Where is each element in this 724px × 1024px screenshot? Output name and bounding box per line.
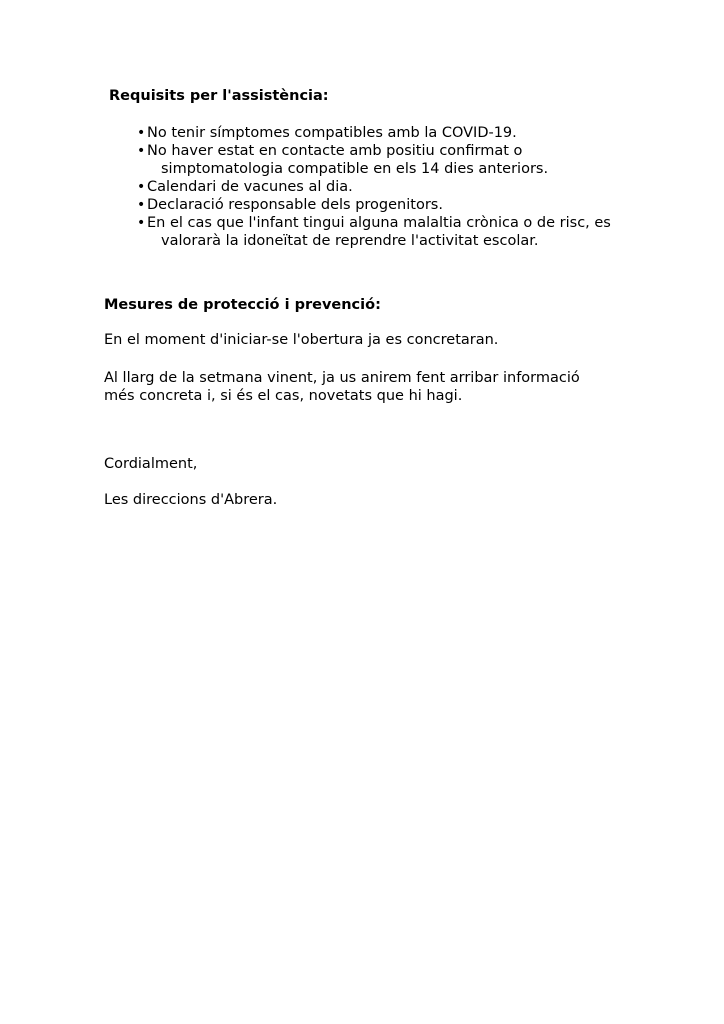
list-item: [137, 196, 637, 214]
list-item-text: Calendari de vacunes al dia.: [147, 179, 353, 195]
list-item: [137, 124, 637, 142]
paragraph-line: Al llarg de la setmana vinent, ja us anirem fent arribar informació: [104, 370, 580, 386]
bullet-icon: •: [137, 143, 146, 159]
mesures-heading: Mesures de protecció i prevenció:: [104, 297, 381, 313]
list-item-text: No tenir símptomes compatibles amb la COVID-19.: [147, 125, 517, 141]
bullet-icon: •: [137, 197, 146, 213]
requisits-list: [137, 124, 637, 250]
bullet-icon: •: [137, 179, 146, 195]
list-item: [137, 178, 637, 196]
closing-signature: Les direccions d'Abrera.: [104, 492, 278, 508]
list-item-text: En el cas que l'infant tingui alguna malaltia crònica o de risc, es: [147, 215, 611, 231]
mesures-paragraph-2: [104, 369, 580, 405]
paragraph-line: més concreta i, si és el cas, novetats que hi hagi.: [104, 388, 463, 404]
bullet-icon: •: [137, 125, 146, 141]
list-item-text-continuation: simptomatologia compatible en els 14 dies anteriors.: [161, 161, 549, 177]
list-item: [137, 214, 637, 250]
list-item-text: No haver estat en contacte amb positiu confirmat o: [147, 143, 523, 159]
closing-salutation: Cordialment,: [104, 456, 198, 472]
list-item-text: Declaració responsable dels progenitors.: [147, 197, 443, 213]
list-item: [137, 142, 637, 178]
bullet-icon: •: [137, 215, 146, 231]
requisits-heading: Requisits per l'assistència:: [109, 88, 329, 104]
mesures-paragraph-1: En el moment d'iniciar-se l'obertura ja es concretaran.: [104, 332, 499, 348]
list-item-text-continuation: valorarà la idoneïtat de reprendre l'activitat escolar.: [161, 233, 539, 249]
